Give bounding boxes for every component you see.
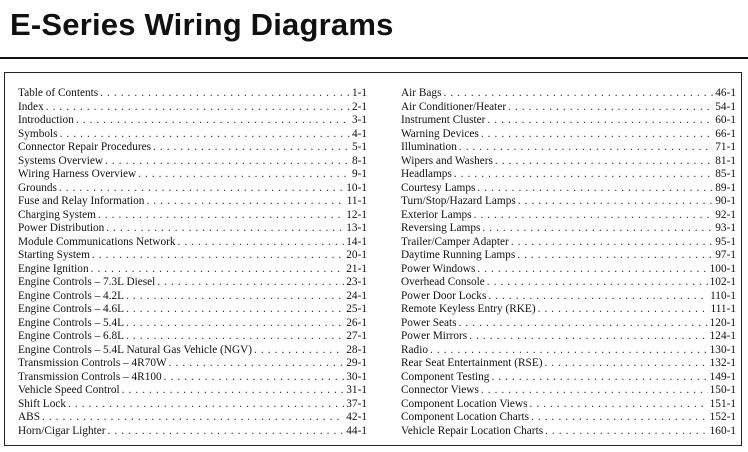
toc-entry-page: 28-1 (346, 343, 367, 356)
toc-entry-label: Grounds (18, 181, 57, 194)
toc-entry-label: Component Location Views (401, 397, 528, 410)
page-title: E-Series Wiring Diagrams (10, 7, 394, 42)
toc-entry[interactable] (18, 317, 367, 331)
dot-leader (477, 182, 713, 196)
dot-leader (100, 87, 350, 101)
toc-entry[interactable] (401, 236, 736, 250)
toc-entry-page: 3-1 (351, 114, 367, 126)
toc-entry-label: Power Seats (401, 316, 457, 329)
toc-entry-page: 81-1 (715, 154, 736, 167)
toc-entry-label: ABS (18, 411, 40, 423)
toc-entry[interactable] (401, 276, 736, 290)
dot-leader (477, 263, 707, 277)
toc-entry-page: 20-1 (346, 249, 367, 261)
dot-leader (76, 114, 350, 128)
toc-entry-label: Engine Controls – 4.2L (18, 289, 125, 302)
toc-entry-label: Trailer/Camper Adapter (401, 235, 509, 248)
toc-entry-label: Wiring Harness Overview (18, 168, 137, 180)
toc-entry[interactable] (401, 141, 736, 155)
dot-leader (511, 236, 713, 250)
toc-entry-label: Vehicle Repair Location Charts (401, 424, 544, 437)
toc-entry-page: 149-1 (709, 370, 736, 383)
dot-leader (459, 141, 713, 155)
toc-entry[interactable] (401, 384, 736, 398)
toc-entry[interactable] (401, 303, 736, 317)
toc-entry[interactable] (18, 276, 367, 290)
toc-entry[interactable] (401, 290, 736, 304)
dot-leader (454, 168, 713, 182)
dot-leader (487, 276, 708, 290)
toc-entry-label: Table of Contents (18, 87, 99, 99)
dot-leader (508, 101, 713, 115)
dot-leader (459, 317, 708, 331)
toc-entry[interactable] (401, 209, 736, 223)
toc-entry-label: Connector Views (401, 384, 479, 396)
toc-entry[interactable] (401, 263, 736, 277)
toc-entry-page: 60-1 (715, 114, 736, 126)
toc-entry-page: 97-1 (715, 249, 736, 261)
toc-entry[interactable] (401, 398, 736, 412)
toc-entry-page: 44-1 (346, 424, 367, 437)
dot-leader (46, 101, 350, 115)
toc-entry[interactable] (18, 411, 367, 425)
dot-leader (126, 303, 344, 317)
toc-entry-page: 5-1 (351, 141, 367, 153)
toc-entry[interactable] (18, 344, 367, 358)
toc-entry-label: Index (18, 100, 44, 113)
toc-entry-page: 31-1 (346, 384, 367, 396)
toc-entry-label: Reversing Lamps (401, 222, 481, 234)
toc-entry-page: 130-1 (709, 343, 736, 356)
dot-leader (178, 236, 345, 250)
toc-entry-page: 92-1 (715, 208, 736, 221)
toc-entry-label: Component Testing (401, 370, 490, 383)
toc-entry-page: 71-1 (715, 141, 736, 153)
dot-leader (443, 87, 713, 101)
toc-entry-page: 152-1 (709, 411, 736, 423)
toc-entry-label: Headlamps (401, 168, 452, 180)
dot-leader (481, 128, 713, 142)
toc-entry-page: 27-1 (346, 330, 367, 342)
dot-leader (98, 209, 344, 223)
toc-entry-page: 23-1 (346, 276, 367, 288)
toc-entry[interactable] (401, 411, 736, 425)
toc-entry-label: Symbols (18, 127, 58, 140)
toc-entry-label: Introduction (18, 114, 74, 126)
toc-entry[interactable] (18, 263, 367, 277)
dot-leader (68, 398, 344, 412)
dot-leader (538, 303, 709, 317)
dot-leader (91, 263, 345, 277)
toc-entry-label: Starting System (18, 249, 90, 261)
toc-entry-label: Fuse and Relay Information (18, 195, 145, 207)
toc-entry-label: Warning Devices (401, 127, 479, 140)
toc-entry-page: 85-1 (715, 168, 736, 180)
toc-entry-label: Air Bags (401, 87, 442, 99)
toc-entry-label: Engine Controls – 7.3L Diesel (18, 276, 156, 288)
toc-entry[interactable] (18, 384, 367, 398)
toc-entry[interactable] (401, 317, 736, 331)
toc-entry[interactable] (401, 344, 736, 358)
dot-leader (495, 155, 713, 169)
contents-right-column (401, 87, 736, 438)
toc-entry-label: Charging System (18, 208, 96, 221)
toc-entry-label: Remote Keyless Entry (RKE) (401, 303, 536, 315)
toc-entry-page: 25-1 (346, 303, 367, 315)
toc-entry-page: 160-1 (709, 424, 736, 437)
toc-entry-label: Power Windows (401, 262, 476, 275)
toc-entry[interactable] (18, 114, 367, 128)
toc-entry[interactable] (18, 357, 367, 371)
toc-entry-page: 54-1 (715, 100, 736, 113)
dot-leader (530, 398, 708, 412)
toc-entry-page: 120-1 (709, 316, 736, 329)
toc-entry-page: 90-1 (715, 195, 736, 207)
toc-entry-label: Engine Controls – 6.8L (18, 330, 125, 342)
toc-entry-page: 100-1 (709, 262, 736, 275)
dot-leader (474, 209, 714, 223)
toc-entry[interactable] (401, 128, 736, 142)
toc-entry-label: Power Door Locks (401, 289, 487, 302)
toc-entry-page: 29-1 (346, 357, 367, 369)
toc-entry-label: Connector Repair Procedures (18, 141, 152, 153)
toc-entry-page: 102-1 (709, 276, 736, 288)
toc-entry[interactable] (18, 87, 367, 101)
toc-entry-page: 9-1 (351, 168, 367, 180)
dot-leader (164, 371, 345, 385)
toc-entry[interactable] (18, 141, 367, 155)
toc-entry-page: 21-1 (346, 262, 367, 275)
toc-entry-page: 111-1 (710, 303, 736, 315)
toc-entry[interactable] (401, 425, 736, 439)
toc-entry-page: 132-1 (709, 357, 736, 369)
toc-entry-page: 2-1 (351, 100, 367, 113)
toc-entry-page: 93-1 (715, 222, 736, 234)
toc-entry-label: Rear Seat Entertainment (RSE) (401, 357, 543, 369)
toc-entry[interactable] (18, 209, 367, 223)
toc-entry-label: Wipers and Washers (401, 154, 493, 167)
dot-leader (488, 290, 708, 304)
dot-leader (60, 128, 350, 142)
toc-entry[interactable] (401, 357, 736, 371)
toc-entry-label: Radio (401, 343, 428, 356)
toc-entry-label: Engine Controls – 5.4L Natural Gas Vehicle (NGV) (18, 343, 253, 356)
dot-leader (106, 222, 344, 236)
toc-entry[interactable] (401, 182, 736, 196)
toc-entry-page: 151-1 (709, 397, 736, 410)
dot-leader (254, 344, 344, 358)
toc-entry-label: Illumination (401, 141, 457, 153)
toc-entry[interactable] (18, 290, 367, 304)
toc-entry-page: 95-1 (715, 235, 736, 248)
toc-entry[interactable] (401, 87, 736, 101)
dot-leader (481, 384, 708, 398)
toc-entry-page: 8-1 (351, 154, 367, 167)
dot-leader (531, 411, 708, 425)
toc-entry[interactable] (401, 114, 736, 128)
dot-leader (545, 425, 708, 439)
toc-entry[interactable] (18, 398, 367, 412)
toc-entry-page: 12-1 (346, 208, 367, 221)
dot-leader (518, 195, 714, 209)
toc-entry-page: 4-1 (351, 127, 367, 140)
toc-entry[interactable] (18, 303, 367, 317)
dot-leader (430, 344, 708, 358)
dot-leader (108, 425, 345, 439)
toc-entry[interactable] (401, 195, 736, 209)
toc-entry-label: Transmission Controls – 4R100 (18, 370, 162, 383)
dot-leader (126, 317, 344, 331)
toc-entry-label: Instrument Cluster (401, 114, 486, 126)
toc-entry[interactable] (18, 236, 367, 250)
toc-entry-label: Component Location Charts (401, 411, 530, 423)
toc-entry[interactable] (18, 195, 367, 209)
toc-entry-page: 89-1 (715, 181, 736, 194)
toc-entry-page: 1-1 (351, 87, 367, 99)
toc-entry-label: Air Conditioner/Heater (401, 100, 507, 113)
dot-leader (42, 411, 344, 425)
toc-entry-label: Horn/Cigar Lighter (18, 424, 106, 437)
toc-entry-label: Courtesy Lamps (401, 181, 476, 194)
toc-entry-page: 24-1 (346, 289, 367, 302)
toc-entry-label: Power Mirrors (401, 330, 468, 342)
dot-leader (92, 249, 344, 263)
toc-entry-label: Engine Ignition (18, 262, 89, 275)
toc-entry[interactable] (401, 101, 736, 115)
dot-leader (153, 141, 350, 155)
toc-entry-page: 42-1 (346, 411, 367, 423)
contents-left-column (18, 87, 367, 438)
dot-leader (469, 330, 707, 344)
toc-entry-page: 150-1 (709, 384, 736, 396)
toc-entry-page: 37-1 (346, 397, 367, 410)
dot-leader (517, 249, 713, 263)
dot-leader (544, 357, 707, 371)
dot-leader (105, 155, 350, 169)
toc-entry[interactable] (401, 330, 736, 344)
title-divider (0, 57, 748, 59)
toc-entry-label: Vehicle Speed Control (18, 384, 120, 396)
toc-entry-page: 10-1 (346, 181, 367, 194)
toc-entry[interactable] (18, 182, 367, 196)
toc-entry-page: 26-1 (346, 316, 367, 329)
dot-leader (146, 195, 344, 209)
dot-leader (59, 182, 344, 196)
toc-entry[interactable] (18, 371, 367, 385)
toc-entry[interactable] (18, 155, 367, 169)
dot-leader (487, 114, 713, 128)
toc-entry[interactable] (18, 249, 367, 263)
dot-leader (126, 330, 344, 344)
toc-entry-label: Turn/Stop/Hazard Lamps (401, 195, 516, 207)
toc-entry[interactable] (18, 168, 367, 182)
toc-entry[interactable] (401, 168, 736, 182)
toc-entry-label: Transmission Controls – 4R70W (18, 357, 167, 369)
toc-entry-page: 66-1 (715, 127, 736, 140)
toc-entry-label: Engine Controls – 4.6L (18, 303, 125, 315)
toc-entry-page: 110-1 (710, 289, 736, 302)
toc-entry-label: Exterior Lamps (401, 208, 472, 221)
toc-entry-label: Module Communications Network (18, 235, 176, 248)
toc-entry[interactable] (18, 330, 367, 344)
toc-entry-label: Overhead Console (401, 276, 485, 288)
toc-entry-page: 30-1 (346, 370, 367, 383)
toc-entry[interactable] (401, 222, 736, 236)
toc-entry-label: Power Distribution (18, 222, 105, 234)
dot-leader (491, 371, 707, 385)
dot-leader (138, 168, 350, 182)
toc-entry-label: Engine Controls – 5.4L (18, 316, 125, 329)
toc-entry[interactable] (401, 155, 736, 169)
toc-entry-label: Daytime Running Lamps (401, 249, 516, 261)
dot-leader (122, 384, 345, 398)
toc-entry-page: 13-1 (346, 222, 367, 234)
toc-entry-page: 46-1 (715, 87, 736, 99)
toc-entry[interactable] (18, 425, 367, 439)
dot-leader (157, 276, 344, 290)
dot-leader (169, 357, 345, 371)
toc-entry[interactable] (401, 249, 736, 263)
toc-entry-page: 14-1 (346, 235, 367, 248)
toc-entry[interactable] (18, 222, 367, 236)
toc-entry-label: Shift Lock (18, 397, 67, 410)
toc-entry-label: Systems Overview (18, 154, 104, 167)
dot-leader (482, 222, 713, 236)
toc-entry[interactable] (401, 371, 736, 385)
toc-entry[interactable] (18, 128, 367, 142)
toc-entry[interactable] (18, 101, 367, 115)
dot-leader (126, 290, 344, 304)
toc-entry-page: 124-1 (709, 330, 736, 342)
toc-entry-page: 11-1 (346, 195, 367, 207)
